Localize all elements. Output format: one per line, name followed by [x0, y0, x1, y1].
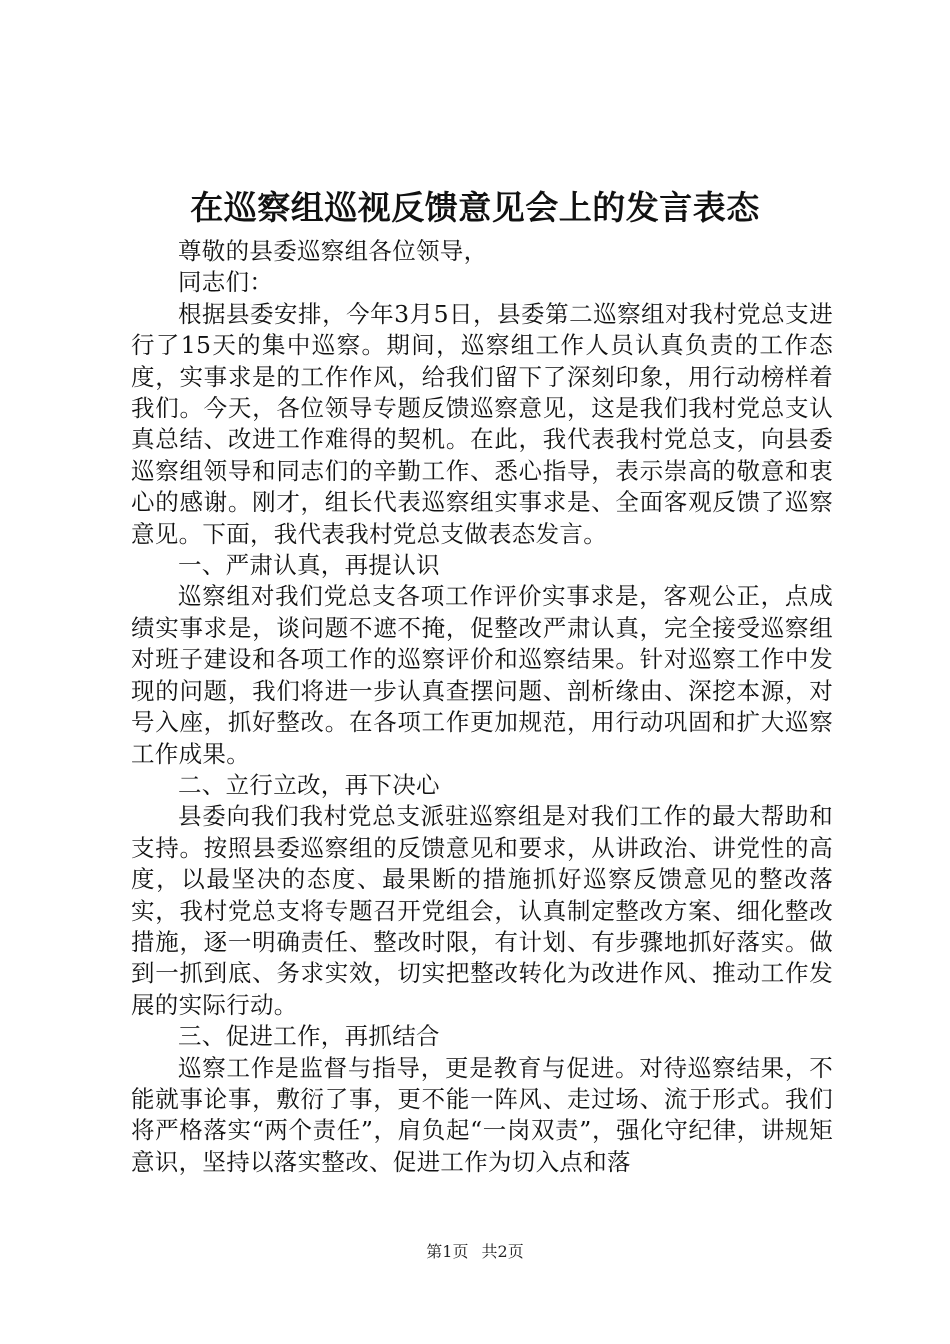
page-number-total: 共2页: [481, 1242, 524, 1261]
document-body: [131, 236, 833, 1178]
paragraph-intro: 根据县委安排，今年3月5日，县委第二巡察组对我村党总支进行了15天的集中巡察。期间，巡察组工作人员认真负责的工作态度，实事求是的工作作风，给我们留下了深刻印象，用行动榜样着我们。今天，各位领导专题反馈巡察意见，这是我们我村党总支认真总结、改进工作难得的契机。在此，我代表我村党总支，向县委巡察组领导和同志们的辛勤工作、悉心指导，表示崇高的敬意和衷心的感谢。刚才，组长代表巡察组实事求是、全面客观反馈了巡察意见。下面，我代表我村党总支做表态发言。: [131, 299, 833, 548]
paragraph-section-1: 巡察组对我们党总支各项工作评价实事求是，客观公正，点成绩实事求是，谈问题不遮不掩，促整改严肃认真，完全接受巡察组对班子建设和各项工作的巡察评价和巡察结果。针对巡察工作中发现的问题，我们将进一步认真查摆问题、剖析缘由、深挖本源，对号入座，抓好整改。在各项工作更加规范，用行动巩固和扩大巡察工作成果。: [131, 582, 833, 768]
section-heading-2: 二、立行立改，再下决心: [178, 770, 440, 799]
paragraph-section-3: 巡察工作是监督与指导，更是教育与促进。对待巡察结果，不能就事论事，敷衍了事，更不能一阵风、走过场、流于形式。我们将严格落实“两个责任”，肩负起“一岗双责”，强化守纪律，讲规矩意识，坚持以落实整改、促进工作为切入点和落: [131, 1053, 833, 1176]
section-heading-3: 三、促进工作，再抓结合: [178, 1022, 440, 1051]
salutation-line-2: 同志们：: [178, 268, 274, 297]
section-heading-1: 一、严肃认真，再提认识: [178, 551, 440, 580]
paragraph-section-2: 县委向我们我村党总支派驻巡察组是对我们工作的最大帮助和支持。按照县委巡察组的反馈意见和要求，从讲政治、讲党性的高度，以最坚决的态度、最果断的措施抓好巡察反馈意见的整改落实，我村党总支将专题召开党组会，认真制定整改方案、细化整改措施，逐一明确责任、整改时限，有计划、有步骤地抓好落实。做到一抓到底、务求实效，切实把整改转化为改进作风、推动工作发展的实际行动。: [131, 802, 833, 1019]
page-footer: [0, 1242, 950, 1262]
page-number-current: 第1页: [426, 1242, 469, 1261]
salutation-line-1: 尊敬的县委巡察组各位领导，: [178, 237, 488, 265]
document-title: 在巡察组巡视反馈意见会上的发言表态: [190, 188, 760, 227]
